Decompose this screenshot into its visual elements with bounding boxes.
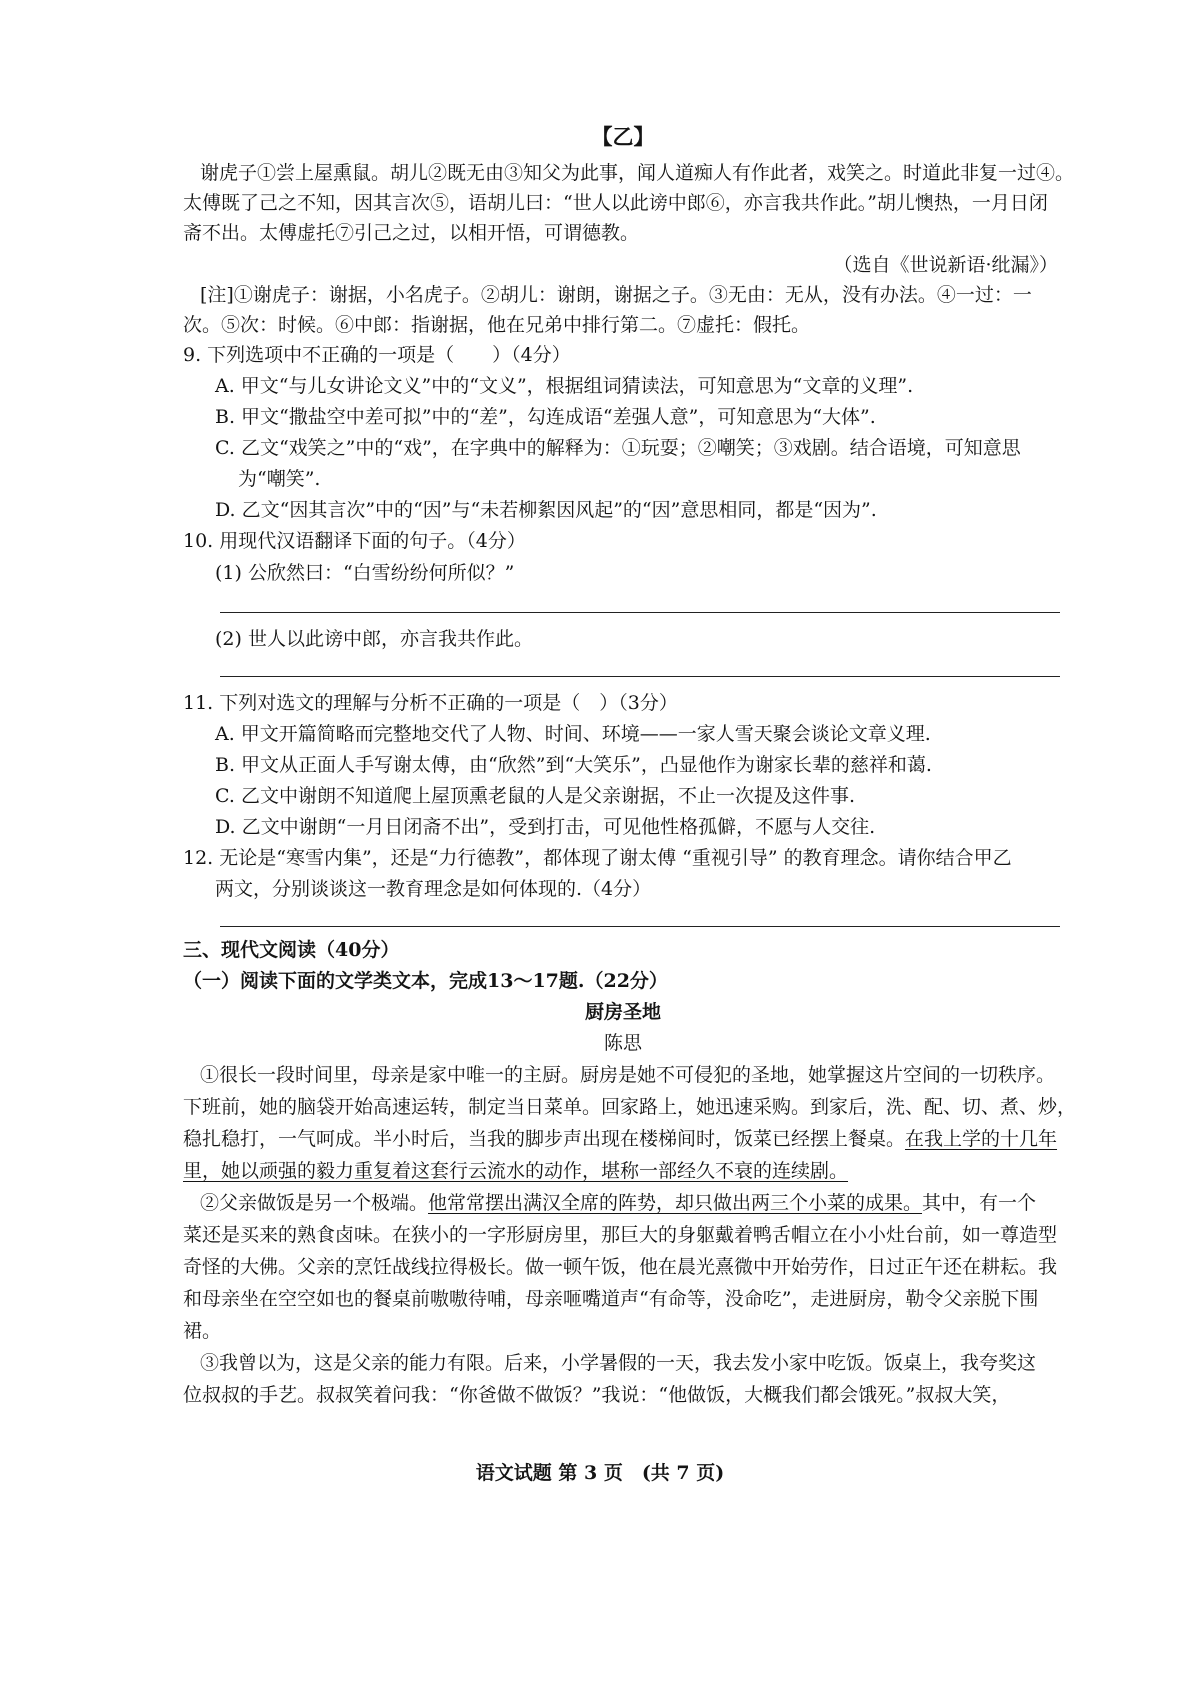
underlined-sentence: 里，她以顽强的毅力重复着这套行云流水的动作，堪称一部经久不衰的连续剧。 [183, 1160, 849, 1182]
essay-paragraph-line: 位叔叔的手艺。叔叔笑着问我：“你爸做不做饭？”我说：“他做饭，大概我们都会饿死。”叔叔大笑， [183, 1384, 1011, 1406]
essay-paragraph-line: 裙。 [183, 1320, 222, 1342]
question-12-stem-cont: 两文，分别谈谈这一教育理念是如何体现的.（4分） [215, 878, 652, 900]
source-citation: （选自《世说新语·纰漏》） [833, 254, 1058, 276]
page-footer: 语文试题 第 3 页 (共 7 页) [475, 1462, 725, 1484]
essay-paragraph-line: 和母亲坐在空空如也的餐桌前嗷嗷待哺，母亲咂嘴道声“有命等，没命吃”，走进厨房，勒令父亲脱下围 [183, 1288, 1039, 1310]
underlined-sentence: 他常常摆出满汉全席的阵势，却只做出两三个小菜的成果。 [428, 1192, 923, 1214]
essay-paragraph-line: ①很长一段时间里，母亲是家中唯一的主厨。厨房是她不可侵犯的圣地，她掌握这片空间的一切秩序。 [200, 1064, 1056, 1086]
essay-author: 陈思 [603, 1032, 642, 1054]
annotation-line: 次。⑤次：时候。⑥中郎：指谢据，他在兄弟中排行第二。⑦虚托：假托。 [183, 314, 811, 336]
essay-paragraph-line [183, 1126, 1063, 1152]
annotation-line: [注]①谢虎子：谢据，小名虎子。②胡儿：谢朗，谢据之子。③无由：无从，没有办法。④一过：一 [200, 284, 1032, 306]
passage-yi-heading: 【乙】 [591, 124, 655, 149]
question-10-sentence-1: (1) 公欣然曰：“白雪纷纷何所似？” [215, 562, 515, 584]
section-3-heading: 三、现代文阅读（40分） [183, 939, 400, 961]
question-9-option-c-cont: 为“嘲笑”. [238, 468, 321, 490]
question-12-stem: 12. 无论是“寒雪内集”，还是“力行德教”，都体现了谢太傅 “重视引导” 的教育理念。请你结合甲乙 [183, 847, 1012, 869]
question-9-option-c: C. 乙文“戏笑之”中的“戏”，在字典中的解释为：①玩耍；②嘲笑；③戏剧。结合语境，可知意思 [215, 437, 1021, 459]
essay-text: ②父亲做饭是另一个极端。 [200, 1192, 429, 1214]
essay-text: 其中，有一个 [922, 1192, 1037, 1214]
essay-paragraph-line [200, 1190, 1060, 1216]
essay-paragraph-line: 菜还是买来的熟食卤味。在狭小的一字形厨房里，那巨大的身躯戴着鸭舌帽立在小小灶台前，如一尊造型 [183, 1224, 1058, 1246]
question-10-stem: 10. 用现代汉语翻译下面的句子。（4分） [183, 530, 526, 552]
question-9-option-d: D. 乙文“因其言次”中的“因”与“未若柳絮因风起”的“因”意思相同，都是“因为”. [215, 499, 877, 521]
section-3-subheading: （一）阅读下面的文学类文本，完成13～17题.（22分） [183, 970, 668, 992]
question-11-option-a: A. 甲文开篇简略而完整地交代了人物、时间、环境——一家人雪天聚会谈论文章义理. [215, 723, 931, 745]
question-9-option-a: A. 甲文“与儿女讲论文义”中的“文义”，根据组词猜读法，可知意思为“文章的义理”. [215, 375, 914, 397]
passage-yi-line: 太傅既了己之不知，因其言次⑤，语胡儿曰：“世人以此谤中郎⑥，亦言我共作此。”胡儿懊热，一月日闭 [183, 192, 1048, 214]
question-10-sentence-2: (2) 世人以此谤中郎，亦言我共作此。 [215, 628, 533, 650]
question-11-option-c: C. 乙文中谢朗不知道爬上屋顶熏老鼠的人是父亲谢据，不止一次提及这件事. [215, 785, 855, 807]
passage-yi-line: 谢虎子①尝上屋熏鼠。胡儿②既无由③知父为此事，闻人道痴人有作此者，戏笑之。时道此非复一过④。 [200, 162, 1075, 184]
passage-yi-line: 斋不出。太傅虚托⑦引己之过，以相开悟，可谓德教。 [183, 222, 640, 244]
question-11-stem: 11. 下列对选文的理解与分析不正确的一项是（ ）（3分） [183, 692, 678, 714]
essay-paragraph-line: ③我曾以为，这是父亲的能力有限。后来，小学暑假的一天，我去发小家中吃饭。饭桌上，我夸奖这 [200, 1352, 1037, 1374]
answer-line [220, 926, 1060, 927]
question-9-stem: 9. 下列选项中不正确的一项是（ ）（4分） [183, 344, 571, 366]
essay-text: 稳扎稳打，一气呵成。半小时后，当我的脚步声出现在楼梯间时，饭菜已经摆上餐桌。 [183, 1128, 906, 1150]
essay-paragraph-line: 奇怪的大佛。父亲的烹饪战线拉得极长。做一顿午饭，他在晨光熹微中开始劳作，日过正午还在耕耘。我 [183, 1256, 1058, 1278]
question-11-option-b: B. 甲文从正面人手写谢太傅，由“欣然”到“大笑乐”，凸显他作为谢家长辈的慈祥和蔼. [215, 754, 932, 776]
answer-line [220, 612, 1060, 613]
question-11-option-d: D. 乙文中谢朗“一月日闭斋不出”，受到打击，可见他性格孤僻，不愿与人交往. [215, 816, 876, 838]
answer-line [220, 676, 1060, 677]
question-9-option-b: B. 甲文“撒盐空中差可拟”中的“差”，勾连成语“差强人意”，可知意思为“大体”. [215, 406, 876, 428]
underlined-sentence: 在我上学的十几年 [905, 1128, 1058, 1150]
essay-paragraph-line: 下班前，她的脑袋开始高速运转，制定当日菜单。回家路上，她迅速采购。到家后，洗、配、切、煮、炒， [183, 1096, 1077, 1118]
essay-title: 厨房圣地 [584, 1001, 661, 1023]
